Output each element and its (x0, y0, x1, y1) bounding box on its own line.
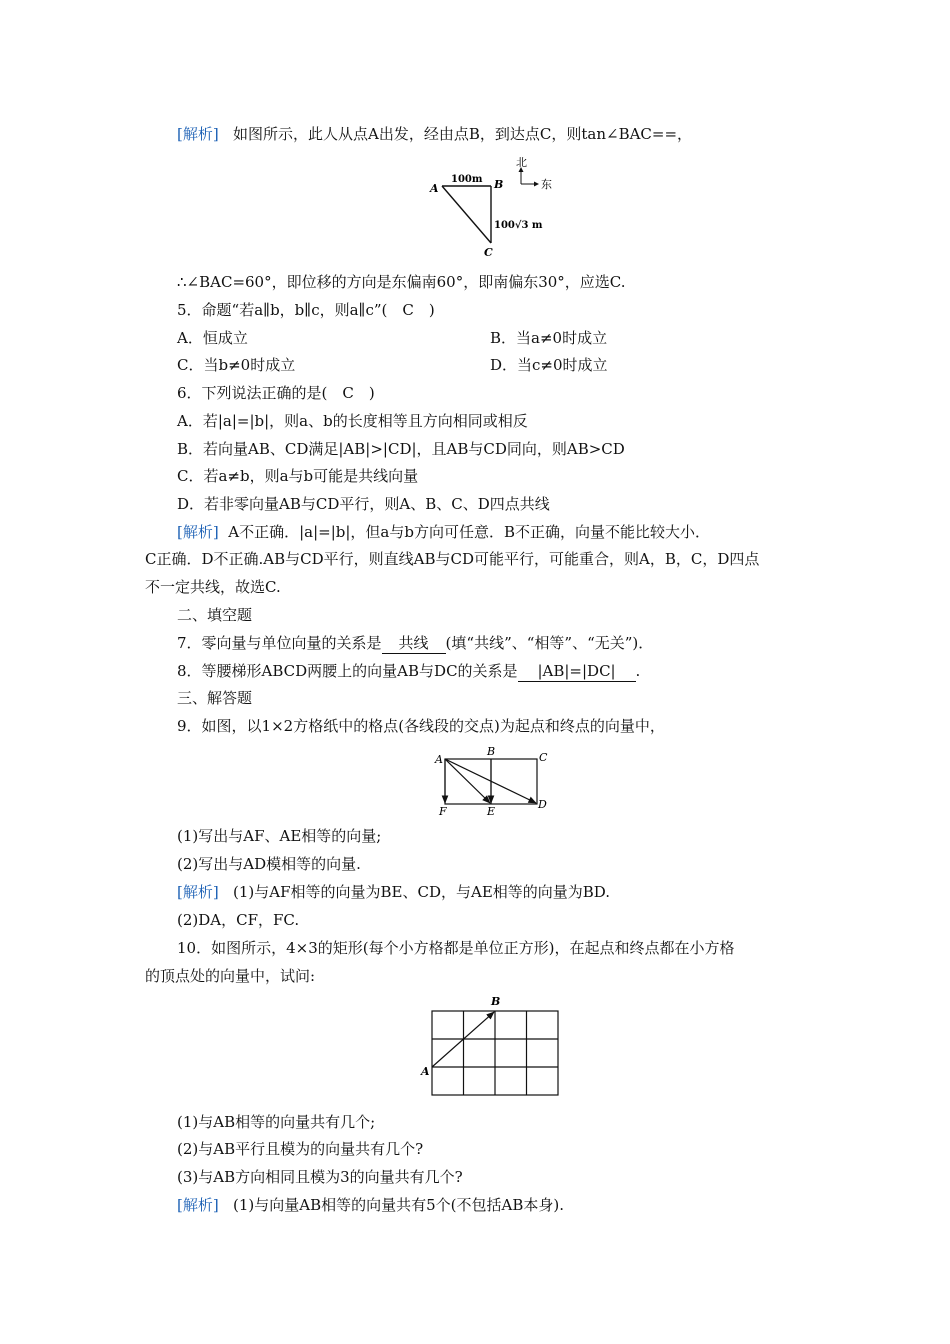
q9-label-e: E (487, 805, 496, 816)
q4-ab-length: 100m (451, 174, 483, 185)
q7-line (177, 633, 653, 654)
q4-bc-length: 100√3 m (494, 220, 543, 231)
q7-answer: 共线 (382, 633, 446, 654)
east-label: 东 (541, 178, 552, 191)
analysis-tag: [解析] (177, 125, 219, 143)
q5-stem: 5．命题“若a∥b，b∥c，则a∥c”( C ) (177, 301, 435, 319)
q9-stem: 9．如图，以1×2方格纸中的格点(各线段的交点)为起点和终点的向量中， (177, 717, 665, 735)
q4-label-c: C (484, 246, 493, 259)
q8-prefix: 8．等腰梯形ABCD两腰上的向量AB与DC的关系是 (177, 662, 518, 680)
q10-label-a: A (421, 1065, 430, 1078)
q6-option-b: B．若向量AB、CD满足|AB|>|CD|，且AB与CD同向，则AB>CD (177, 440, 625, 458)
q10-part3: (3)与AB方向相同且模为3的向量共有几个? (177, 1168, 463, 1186)
q4-solution-line (177, 124, 692, 144)
north-label: 北 (516, 156, 527, 169)
q4-label-b: B (494, 178, 504, 191)
q9-label-f: F (439, 805, 447, 816)
analysis-tag: [解析] (177, 523, 219, 541)
q9-label-c: C (539, 751, 548, 764)
section-fill-in-title: 二、填空题 (177, 606, 253, 624)
q6-option-c: C．若a≠b，则a与b可能是共线向量 (177, 467, 419, 485)
q10-stem-line1: 10．如图所示，4×3的矩形(每个小方格都是单位正方形)，在起点和终点都在小方格 (177, 939, 735, 957)
east-arrow-icon (534, 182, 539, 187)
q9-part2: (2)写出与AD模相等的向量. (177, 855, 361, 873)
q10-part2: (2)与AB平行且模为的向量共有几个? (177, 1140, 424, 1158)
q6-solution-line2: C正确．D不正确.AB与CD平行，则直线AB与CD可能平行，可能重合，则A，B，C，D四点 (145, 550, 760, 568)
q9-part1: (1)写出与AF、AE相等的向量; (177, 827, 382, 845)
q4-figure (420, 150, 570, 262)
q5-option-c: C．当b≠0时成立 (177, 356, 296, 374)
q8-suffix: . (635, 662, 641, 680)
q9-figure (430, 744, 560, 816)
q8-line (177, 661, 640, 682)
q6-option-a: A．若|a|=|b|，则a、b的长度相等且方向相同或相反 (177, 412, 528, 430)
q9-solution-text1: (1)与AF相等的向量为BE、CD，与AE相等的向量为BD. (233, 883, 611, 901)
q10-stem-line2: 的顶点处的向量中，试问: (145, 967, 316, 985)
q10-solution-text1: (1)与向量AB相等的向量共有5个(不包括AB本身). (233, 1196, 565, 1214)
q10-part1: (1)与AB相等的向量共有几个; (177, 1113, 376, 1131)
section-answer-title: 三、解答题 (177, 689, 253, 707)
q6-option-d: D．若非零向量AB与CD平行，则A、B、C、D四点共线 (177, 495, 550, 513)
q4-conclusion: ∴∠BAC=60°，即位移的方向是东偏南60°，即南偏东30°，应选C. (177, 273, 626, 291)
q6-solution-text1: A不正确．|a|=|b|，但a与b方向可任意．B不正确，向量不能比较大小． (228, 523, 710, 541)
q10-solution-line1 (177, 1195, 564, 1215)
q9-label-a: A (435, 753, 443, 766)
q9-solution-line2: (2)DA，CF，FC. (177, 911, 300, 929)
q6-solution-line3: 不一定共线，故选C. (145, 578, 281, 596)
q5-option-b: B．当a≠0时成立 (490, 329, 608, 347)
q10-figure (418, 994, 568, 1102)
q7-prefix: 7．零向量与单位向量的关系是 (177, 634, 382, 652)
q7-suffix: (填“共线”、“相等”、“无关”)． (445, 634, 654, 652)
q5-option-d: D．当c≠0时成立 (490, 356, 608, 374)
q9-label-b: B (487, 745, 496, 758)
q9-label-d: D (538, 798, 547, 811)
analysis-tag: [解析] (177, 883, 219, 901)
q10-label-b: B (491, 995, 501, 1008)
q8-answer: |AB|=|DC| (518, 661, 636, 682)
q6-stem: 6．下列说法正确的是( C ) (177, 384, 375, 402)
q6-solution-line1 (177, 522, 710, 542)
q9-solution-line1 (177, 882, 610, 902)
q4-label-a: A (430, 182, 439, 195)
q5-option-a: A．恒成立 (177, 329, 248, 347)
analysis-tag: [解析] (177, 1196, 219, 1214)
q4-solution-text: 如图所示，此人从点A出发，经由点B，到达点C，则tan∠BAC==， (233, 125, 693, 143)
